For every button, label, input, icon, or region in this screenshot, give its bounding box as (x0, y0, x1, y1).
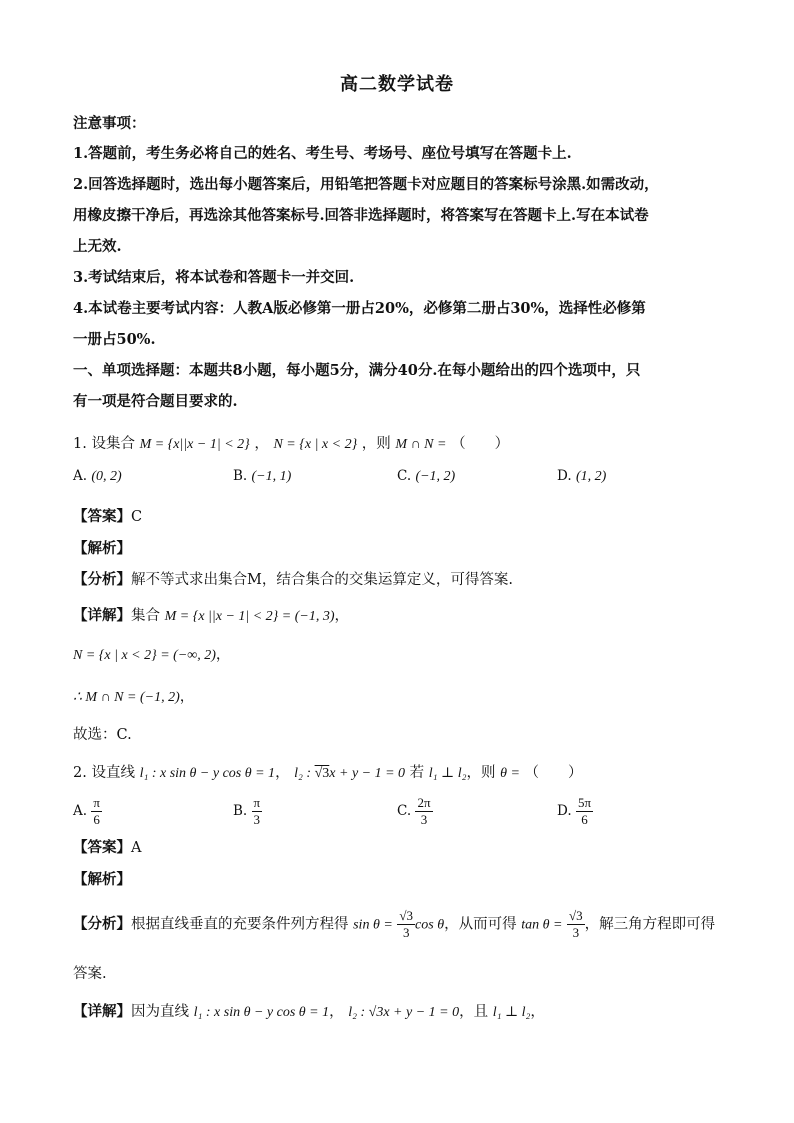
line-l1-equation: l₁ : x sin θ − y cos θ = 1 (139, 766, 276, 781)
page-title: 高二数学试卷 (340, 74, 454, 95)
notice-item-4-line-2: 一册占50%. (73, 331, 156, 348)
question-2-option-d: D. $\frac{5\pi}{6}$ (557, 795, 592, 827)
intersection-expr: M ∩ N = (395, 437, 447, 452)
notice-item-2-line-1: 2.回答选择题时，选出每小题答案后，用铅笔把答题卡对应题目的答案标号涂黑.如需改动， (73, 176, 659, 193)
notice-item-2-line-2: 用橡皮擦干净后，再选涂其他答案标号.回答非选择题时，将答案写在答题卡上.写在本试卷 (73, 207, 649, 224)
notice-heading: 注意事项： (73, 115, 146, 132)
question-2-fenxi-line-1: 【分析】根据直线垂直的充要条件列方程得 sin θ = $\frac{√3}{3}$ cos θ，从而可得 tan θ = $\frac{√3}{3}$ ，解三角方程即可得 (73, 908, 716, 940)
question-1-option-d: D. (1, 2) (557, 468, 607, 484)
question-1-option-b: B. (−1, 1) (233, 468, 292, 484)
question-1-xiangjie-line-2: N = {x | x < 2} = (−∞, 2)， (73, 647, 231, 663)
answer-value: C (131, 509, 143, 525)
option-d-fraction: $\frac{5\pi}{6}$ (577, 795, 592, 827)
question-1-fenxi: 【分析】解不等式求出集合M，结合集合的交集运算定义，可得答案. (73, 571, 513, 588)
question-1-xiangjie-line-1: 【详解】集合 M = {x ||x − 1| < 2} = (−1, 3)， (73, 607, 350, 624)
option-a-fraction: $\frac{\pi}{6}$ (93, 795, 100, 827)
set-n: N = {x | x < 2} (273, 437, 358, 452)
answer-tag: 【答案】 (73, 508, 131, 525)
section-1-heading-line-1: 一、单项选择题：本题共8小题，每小题5分，满分40分.在每小题给出的四个选项中，只 (73, 362, 641, 379)
question-1-sep: ， (254, 436, 269, 452)
question-1-option-a: A. (0, 2) (73, 468, 122, 484)
notice-item-4-line-1: 4.本试卷主要考试内容：人教A版必修第一册占20%，必修第二册占30%，选择性必修第 (73, 300, 646, 317)
question-2-xiangjie-line-1: 【详解】因为直线 l₁ : x sin θ − y cos θ = 1， l₂ : √3x + y − 1 = 0，且 l₁ ⊥ l₂， (73, 1003, 545, 1020)
option-b-fraction: $\frac{\pi}{3}$ (253, 795, 261, 827)
section-1-heading-line-2: 有一项是符合题目要求的. (73, 393, 238, 410)
question-1-stem (73, 432, 509, 453)
question-2-option-c: C. $\frac{2\pi}{3}$ (397, 795, 431, 827)
question-1-option-c: C. (−1, 2) (397, 468, 456, 484)
option-c-fraction: $\frac{2\pi}{3}$ (417, 795, 431, 827)
question-1-analysis-tag: 【解析】 (73, 540, 131, 557)
question-2-fenxi-line-2: 答案. (73, 966, 107, 982)
notice-item-1: 1.答题前，考生务必将自己的姓名、考生号、考场号、座位号填写在答题卡上. (73, 145, 572, 162)
question-2-analysis-tag: 【解析】 (73, 871, 131, 888)
notice-item-3: 3.考试结束后，将本试卷和答题卡一并交回. (73, 269, 355, 286)
question-2-answer: 【答案】A (73, 839, 142, 856)
question-1-xiangjie-line-3: ∴ M ∩ N = (−1, 2)， (73, 689, 195, 705)
sqrt3-over-3-fraction: $\frac{√3}{3}$ (399, 908, 414, 940)
question-2-stem: 2. 设直线 l₁ : x sin θ − y cos θ = 1， l₂ : √3x + y − 1 = 0 若 l₁ ⊥ l₂，则 θ = （ ） (73, 765, 583, 781)
question-1-prefix: 1. 设集合 (73, 436, 135, 452)
notice-item-2-line-3: 上无效. (73, 238, 122, 255)
question-1-answer (73, 505, 142, 526)
question-1-ask: ，则 (361, 436, 391, 452)
sqrt3-over-3-fraction-2: $\frac{√3}{3}$ (569, 908, 583, 940)
question-1-conclusion: 故选：C. (73, 727, 132, 743)
question-2-option-b: B. $\frac{\pi}{3}$ (233, 795, 261, 827)
question-2-option-a: A. $\frac{\pi}{6}$ (73, 795, 100, 827)
answer-paren: （ ） (451, 436, 510, 452)
line-l2-equation: l₂ : √3x + y − 1 = 0 (294, 766, 406, 781)
set-m: M = {x||x − 1| < 2} (139, 437, 250, 452)
